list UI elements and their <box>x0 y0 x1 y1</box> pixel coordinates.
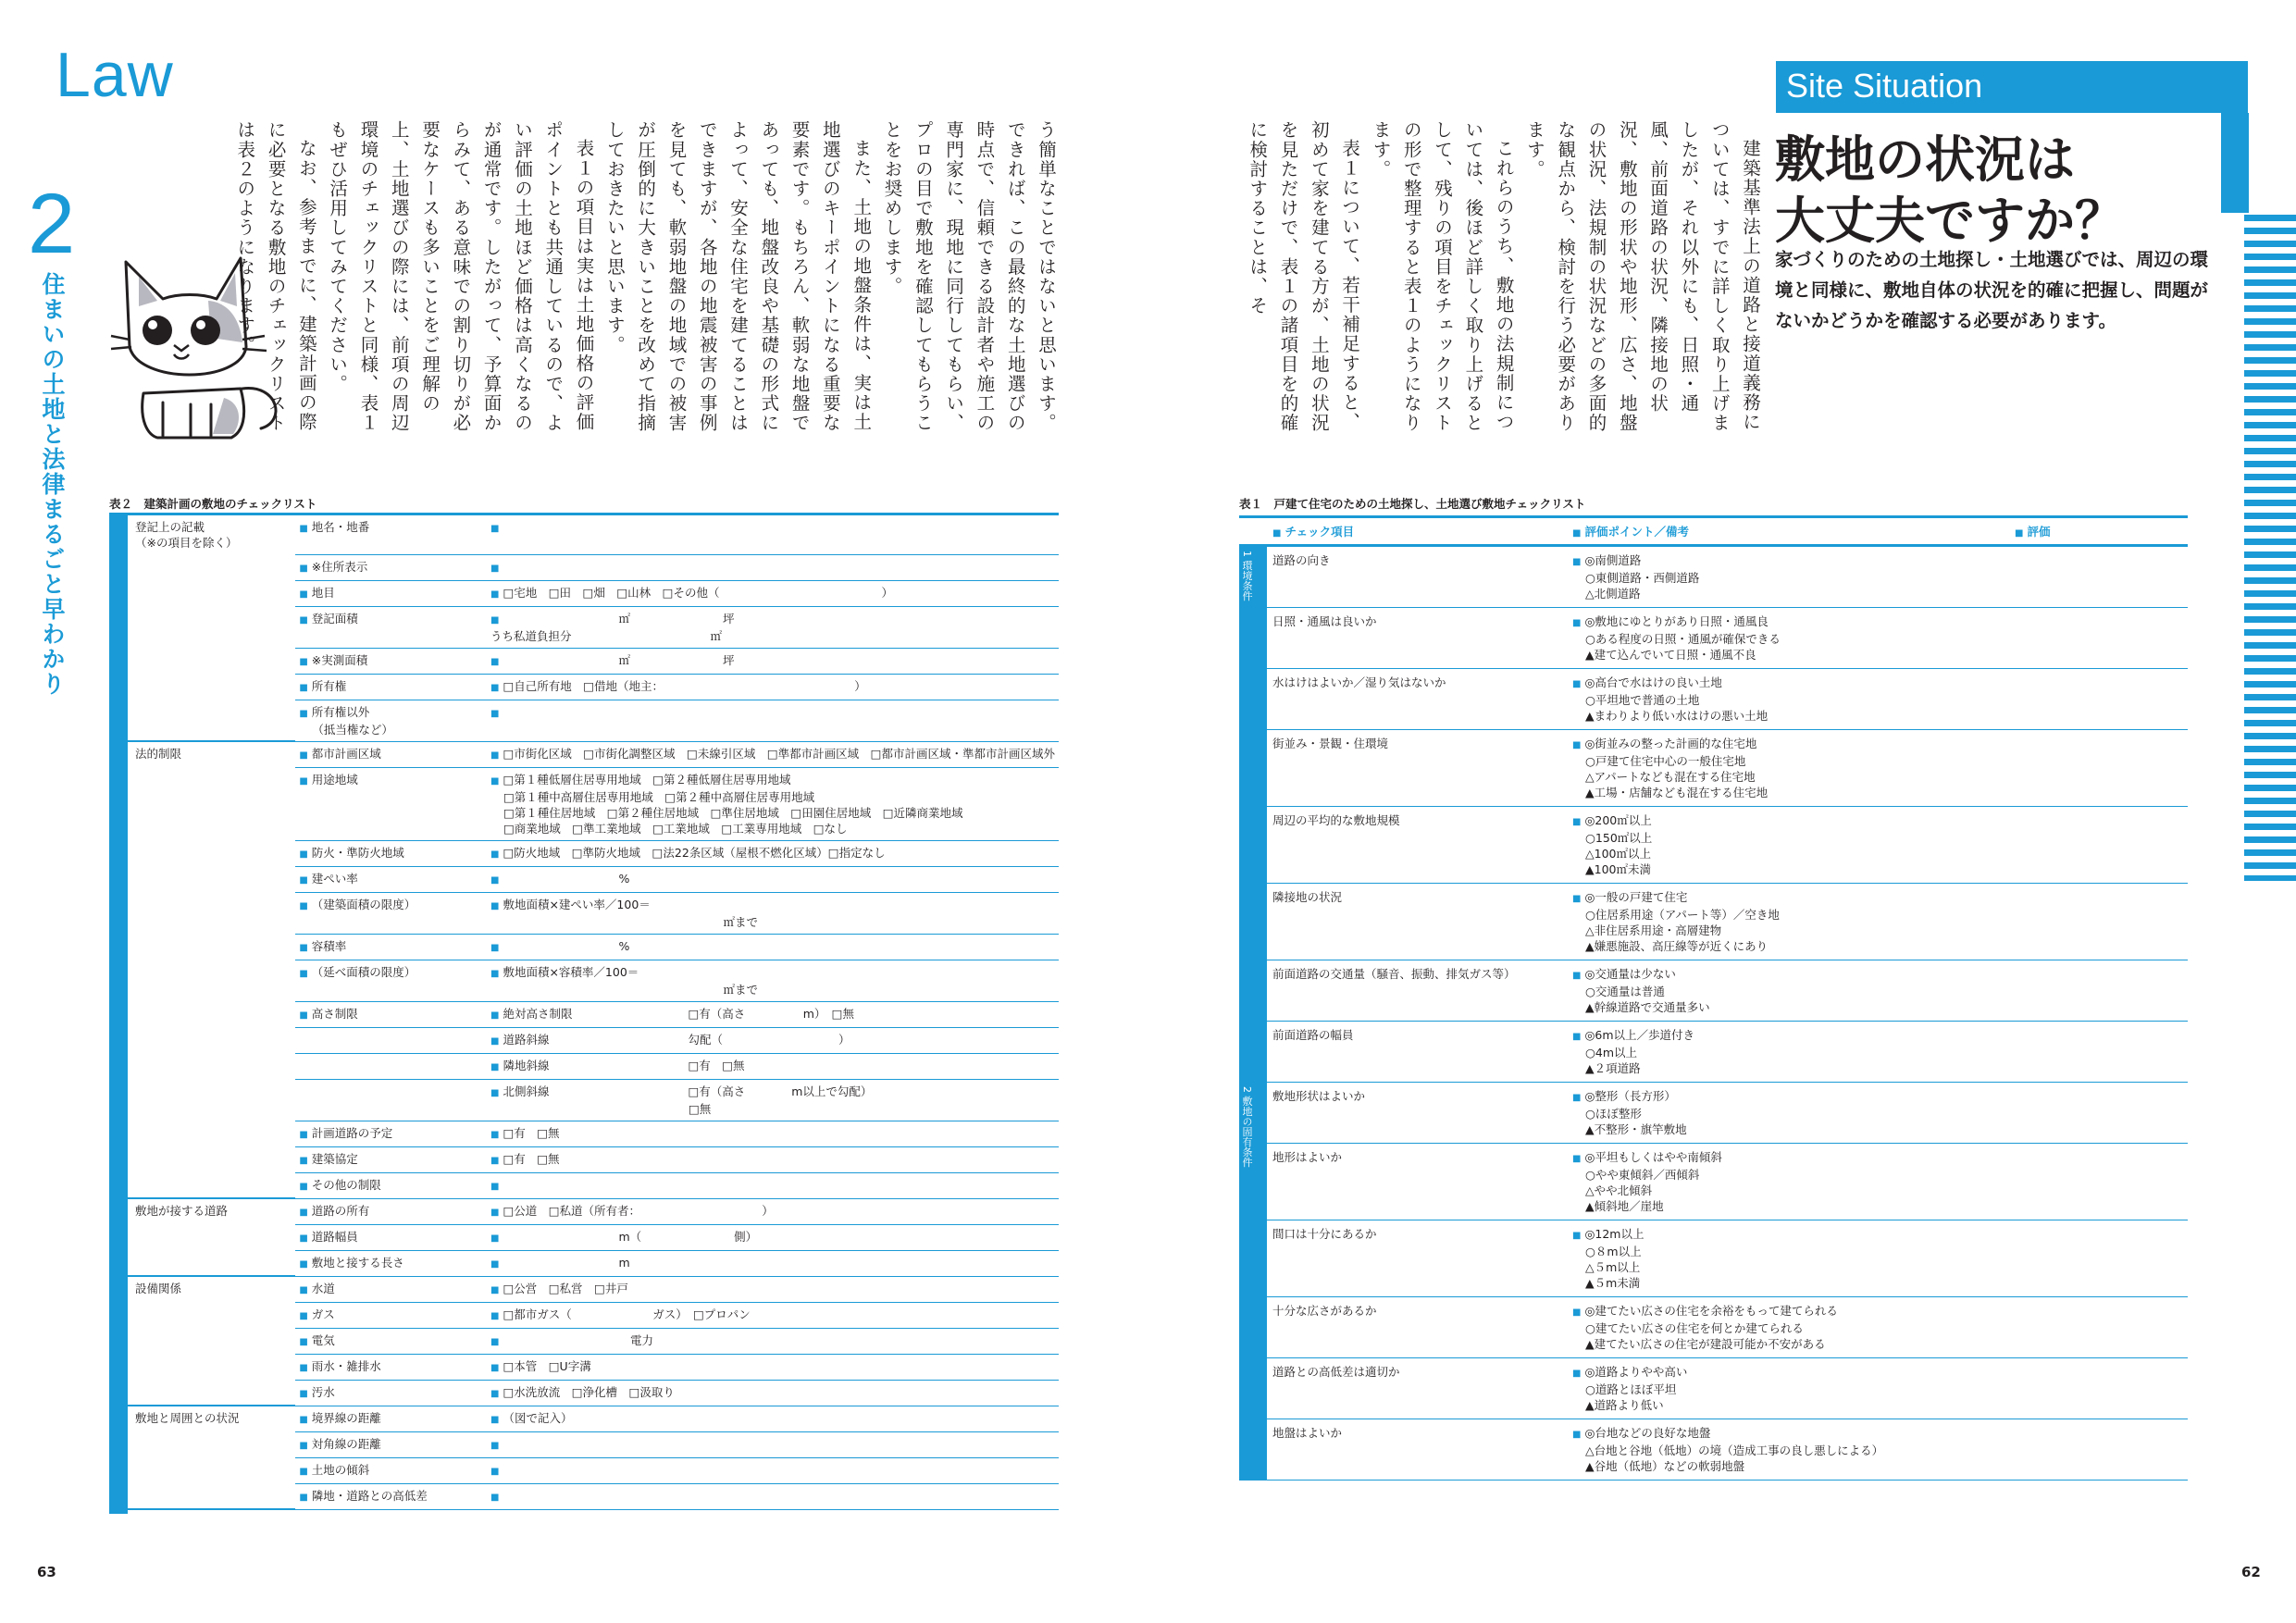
table-row <box>109 1172 1059 1198</box>
category-cell <box>109 840 295 866</box>
table-row <box>1239 1083 2188 1144</box>
category-cell <box>109 674 295 700</box>
label-cell: ■ 高さ制限 <box>295 1001 487 1027</box>
category-cell <box>109 1302 295 1328</box>
table-row <box>109 767 1059 840</box>
value-cell: ■ □防火地域 □準防火地域 □法22条区域（屋根不燃化区域）□指定なし <box>487 840 1059 866</box>
evaluation-points: ■ ◎高台で水はけの良い土地 ○平坦地で普通の土地 ▲まわりより低い水はけの悪い土地 <box>1567 669 2009 730</box>
table-row <box>109 892 1059 934</box>
paragraph: なお、参考までに、建築計画の際に必要となる敷地のチェックリストは表２のようになります。 <box>234 120 317 433</box>
table-row <box>109 1328 1059 1354</box>
table-row <box>109 1406 1059 1431</box>
table-row <box>1239 1220 2188 1297</box>
value-cell: ■ □有 □無 <box>487 1146 1059 1172</box>
table-row <box>109 1431 1059 1457</box>
label-cell: ■ 建築協定 <box>295 1146 487 1172</box>
category-cell <box>109 1354 295 1380</box>
chapter-title: 住まいの土地と法律まるごと早わかり <box>39 272 66 697</box>
headline-line1: 敷地の状況は <box>1775 130 2075 189</box>
evaluation-cell[interactable] <box>2009 546 2188 608</box>
label-cell: ■ 土地の傾斜 <box>295 1457 487 1483</box>
category-cell <box>109 580 295 606</box>
table-row <box>1239 608 2188 669</box>
table-row <box>109 648 1059 674</box>
evaluation-points: ■ ◎南側道路 ○東側道路・西側道路 △北側道路 <box>1567 546 2009 608</box>
label-cell: ■ 汚水 <box>295 1380 487 1406</box>
label-cell: ■ 都市計画区域 <box>295 741 487 767</box>
lead-text: 家づくりのための土地探し・土地選びでは、周辺の環境と同様に、敷地自体の状況を的確に把握し、問題がないかどうかを確認する必要があります。 <box>1775 249 2209 331</box>
label-cell: ■ 電気 <box>295 1328 487 1354</box>
table-row <box>109 1053 1059 1079</box>
table-row <box>1239 730 2188 807</box>
table-row <box>109 700 1059 741</box>
check-item: 隣接地の状況 <box>1267 884 1567 960</box>
value-cell: ■ □公道 □私道（所有者： ） <box>487 1198 1059 1224</box>
section-label: 2 敷地の固有条件 <box>1239 1083 1267 1481</box>
table-row <box>109 1224 1059 1250</box>
label-cell: ■ 防火・準防火地域 <box>295 840 487 866</box>
table-row <box>109 840 1059 866</box>
label-cell: ■ 境界線の距離 <box>295 1406 487 1431</box>
evaluation-points: ■ ◎道路よりやや高い ○道路とほぼ平坦 ▲道路より低い <box>1567 1358 2009 1419</box>
table-row <box>109 606 1059 648</box>
label-cell: ■ 建ぺい率 <box>295 866 487 892</box>
check-item: 地形はよいか <box>1267 1144 1567 1220</box>
table-row <box>1239 1144 2188 1220</box>
category-cell <box>109 892 295 934</box>
value-cell: ■ 道路斜線 勾配（ ） <box>487 1027 1059 1053</box>
section-label-law: Law <box>56 40 174 110</box>
site-situation-label: Site Situation <box>1786 67 1983 105</box>
table-row <box>109 1198 1059 1224</box>
value-cell: ■ （図で記入） <box>487 1406 1059 1431</box>
table-row <box>109 1483 1059 1509</box>
check-item: 十分な広さがあるか <box>1267 1297 1567 1358</box>
evaluation-cell[interactable] <box>2009 1220 2188 1297</box>
category-cell <box>109 1053 295 1079</box>
side-header <box>1239 517 1267 546</box>
evaluation-points: ■ ◎台地などの良好な地盤 △台地と谷地（低地）の境（造成工事の良し悪しによる） ▲谷地（低地）などの軟弱地盤 <box>1567 1419 2009 1481</box>
category-cell <box>109 1146 295 1172</box>
table-row <box>109 1146 1059 1172</box>
category-cell <box>109 960 295 1001</box>
headline <box>1775 130 2125 252</box>
table-row <box>109 514 1059 555</box>
deco-stripes <box>2244 215 2296 881</box>
evaluation-points: ■ ◎敷地にゆとりがあり日照・通風良 ○ある程度の日照・通風が確保できる ▲建て込んでいて日照・通風不良 <box>1567 608 2009 669</box>
value-cell: ■ <box>487 1483 1059 1509</box>
label-cell: ■ （建築面積の限度） <box>295 892 487 934</box>
value-cell: ■ <box>487 1457 1059 1483</box>
table-row <box>1239 1419 2188 1481</box>
check-item: 地盤はよいか <box>1267 1419 1567 1481</box>
table-row <box>109 1027 1059 1053</box>
check-item: 道路との高低差は適切か <box>1267 1358 1567 1419</box>
evaluation-points: ■ ◎交通量は少ない ○交通量は普通 ▲幹線道路で交通量多い <box>1567 960 2009 1022</box>
evaluation-cell[interactable] <box>2009 730 2188 807</box>
value-cell: ■ ㎡ 坪 うち私道負担分 ㎡ <box>487 606 1059 648</box>
table-row <box>1239 884 2188 960</box>
category-cell: 法的制限 <box>135 747 182 761</box>
paragraph: これらのうち、敷地の法規制については、後ほど詳しく取り上げるとして、残りの項目をチェックリストの形で整理すると表１のようになります。 <box>1370 120 1515 433</box>
evaluation-cell[interactable] <box>2009 1022 2188 1083</box>
value-cell: ■ □都市ガス（ ガス） □プロパン <box>487 1302 1059 1328</box>
value-cell: ■ % <box>487 866 1059 892</box>
paragraph: う簡単なことではないと思います。できれば、この最終的な土地選びの時点で、信頼できる設計者や施工の専門家に、現地に同行してもらい、プロの目で敷地を確認してもらうことをお奨めします。 <box>881 120 1057 433</box>
deco-block <box>2221 113 2249 213</box>
value-cell: ■ 敷地面積×容積率／100＝ ㎡まで <box>487 960 1059 1001</box>
value-cell: ■ <box>487 700 1059 741</box>
evaluation-cell[interactable] <box>2009 669 2188 730</box>
label-cell: ■ 地名・地番 <box>295 514 487 555</box>
evaluation-cell[interactable] <box>2009 807 2188 884</box>
category-cell <box>109 1001 295 1027</box>
table-row <box>1239 807 2188 884</box>
value-cell: ■ □公営 □私営 □井戸 <box>487 1276 1059 1302</box>
category-cell <box>109 1250 295 1276</box>
section-label: 1 環境条件 <box>1239 546 1267 1083</box>
evaluation-cell[interactable] <box>2009 1358 2188 1419</box>
value-cell: ■ <box>487 554 1059 580</box>
evaluation-points: ■ ◎整形（長方形） ○ほぼ整形 ▲不整形・旗竿敷地 <box>1567 1083 2009 1144</box>
site-checklist-table <box>109 513 1059 1510</box>
check-item: 道路の向き <box>1267 546 1567 608</box>
value-cell: ■ □有 □無 <box>487 1121 1059 1146</box>
evaluation-cell[interactable] <box>2009 1144 2188 1220</box>
table-row <box>109 866 1059 892</box>
check-item: 前面道路の幅員 <box>1267 1022 1567 1083</box>
evaluation-cell[interactable] <box>2009 1083 2188 1144</box>
category-cell <box>109 648 295 674</box>
label-cell: ■ その他の制限 <box>295 1172 487 1198</box>
table-row <box>109 1457 1059 1483</box>
evaluation-cell[interactable] <box>2009 960 2188 1022</box>
table-row <box>1239 1297 2188 1358</box>
label-cell <box>295 1079 487 1121</box>
category-cell <box>109 700 295 741</box>
label-cell: ■ ガス <box>295 1302 487 1328</box>
label-cell: ■ （延べ面積の限度） <box>295 960 487 1001</box>
value-cell: ■ <box>487 1172 1059 1198</box>
table-row <box>109 934 1059 960</box>
value-cell: ■ % <box>487 934 1059 960</box>
value-cell: ■ 北側斜線 □有（高さ m以上で勾配） □無 <box>487 1079 1059 1121</box>
category-cell <box>109 1380 295 1406</box>
paragraph: また、土地の地盤条件は、実は土地選びのキーポイントになる重要な要素です。もちろん、軟弱な地盤であっても、地盤改良や基礎の形式によって、安全な住宅を建てることはできますが、各地の地震被害の事例を見ても、軟弱地盤の地域での被害が圧倒的に大きいことを改めて指摘しておきたいと思います。 <box>603 120 873 433</box>
body-text-right <box>1234 120 1766 440</box>
category-cell: 敷地と周囲との状況 <box>135 1411 240 1425</box>
label-cell <box>295 1027 487 1053</box>
value-cell: ■ 絶対高さ制限 □有（高さ m） □無 <box>487 1001 1059 1027</box>
table-row <box>1239 1358 2188 1419</box>
category-cell: 敷地が接する道路 <box>135 1204 229 1218</box>
category-cell <box>109 1172 295 1198</box>
evaluation-points: ■ ◎6m以上／歩道付き ○4m以上 ▲２項道路 <box>1567 1022 2009 1083</box>
label-cell: ■ 敷地と接する長さ <box>295 1250 487 1276</box>
table-row <box>109 554 1059 580</box>
label-cell: ■ 登記面積 <box>295 606 487 648</box>
table-row <box>109 1354 1059 1380</box>
table-row <box>109 960 1059 1001</box>
table-row <box>1239 669 2188 730</box>
value-cell: ■ <box>487 514 1059 555</box>
label-cell: ■ ※住所表示 <box>295 554 487 580</box>
table-row <box>1239 960 2188 1022</box>
value-cell: ■ ㎡ 坪 <box>487 648 1059 674</box>
evaluation-points: ■ ◎建てたい広さの住宅を余裕をもって建てられる ○建てたい広さの住宅を何とか建てられる ▲建てたい広さの住宅が建設可能か不安がある <box>1567 1297 2009 1358</box>
table-row <box>1239 1022 2188 1083</box>
value-cell: ■ m（ 側） <box>487 1224 1059 1250</box>
value-cell: ■ □自己所有地 □借地（地主： ） <box>487 674 1059 700</box>
table-row <box>109 1250 1059 1276</box>
category-cell <box>109 1431 295 1457</box>
evaluation-points: ■ ◎200㎡以上 ○150㎡以上 △100㎡以上 ▲100㎡未満 <box>1567 807 2009 884</box>
label-cell: ■ 雨水・雑排水 <box>295 1354 487 1380</box>
category-cell <box>109 1224 295 1250</box>
category-cell <box>109 1121 295 1146</box>
table-row <box>109 674 1059 700</box>
column-header: ■ チェック項目 <box>1267 517 1567 546</box>
label-cell: ■ 隣地・道路との高低差 <box>295 1483 487 1509</box>
category-cell <box>109 1079 295 1121</box>
page-number-right: 62 <box>2241 1564 2261 1580</box>
check-item: 間口は十分にあるか <box>1267 1220 1567 1297</box>
label-cell: ■ 計画道路の予定 <box>295 1121 487 1146</box>
category-cell <box>109 1483 295 1509</box>
table-row <box>109 1001 1059 1027</box>
check-item: 水はけはよいか／湿り気はないか <box>1267 669 1567 730</box>
category-cell <box>109 866 295 892</box>
label-cell: ■ 所有権以外 （抵当権など） <box>295 700 487 741</box>
value-cell: ■ <box>487 1431 1059 1457</box>
evaluation-points: ■ ◎12m以上 ○８m以上 △５m以上 ▲５m未満 <box>1567 1220 2009 1297</box>
table-row <box>109 580 1059 606</box>
table-row <box>109 1276 1059 1302</box>
label-cell: ■ 地目 <box>295 580 487 606</box>
label-cell: ■ ※実測面積 <box>295 648 487 674</box>
check-item: 敷地形状はよいか <box>1267 1083 1567 1144</box>
category-cell <box>109 1027 295 1053</box>
value-cell: ■ □第１種低層住居専用地域 □第２種低層住居専用地域 □第１種中高層住居専用地域 □第２種中高層住居専用地域 □第１種住居地域 □第２種住居地域 □準住居地域 □田園住居地域 □近隣商業地域 □商業地域 □準工業地域 □工業地域 □工業専用地域 □なし <box>487 767 1059 840</box>
evaluation-points: ■ ◎街並みの整った計画的な住宅地 ○戸建て住宅中心の一般住宅地 △アパートなども混在する住宅地 ▲工場・店舗なども混在する住宅地 <box>1567 730 2009 807</box>
category-cell <box>109 1457 295 1483</box>
check-item: 街並み・景観・住環境 <box>1267 730 1567 807</box>
table-row <box>109 1302 1059 1328</box>
category-cell <box>109 934 295 960</box>
category-cell <box>109 767 295 840</box>
evaluation-points: ■ ◎平坦もしくはやや南傾斜 ○やや東傾斜／西傾斜 △やや北傾斜 ▲傾斜地／崖地 <box>1567 1144 2009 1220</box>
label-cell: ■ 用途地域 <box>295 767 487 840</box>
category-cell: 設備関係 <box>135 1282 182 1295</box>
evaluation-cell[interactable] <box>2009 1419 2188 1481</box>
body-text-left <box>234 120 1061 440</box>
land-checklist-table <box>1239 515 2188 1481</box>
label-cell <box>295 1053 487 1079</box>
page-number-left: 63 <box>37 1564 56 1580</box>
label-cell: ■ 道路幅員 <box>295 1224 487 1250</box>
value-cell: ■ m <box>487 1250 1059 1276</box>
label-cell: ■ 容積率 <box>295 934 487 960</box>
table-row <box>109 1079 1059 1121</box>
table-row <box>109 741 1059 767</box>
value-cell: ■ 電力 <box>487 1328 1059 1354</box>
label-cell: ■ 所有権 <box>295 674 487 700</box>
column-header: ■ 評価 <box>2009 517 2188 546</box>
check-item: 前面道路の交通量（騒音、振動、排気ガス等） <box>1267 960 1567 1022</box>
paragraph: 表１の項目は実は土地価格の評価ポイントとも共通しているので、よい評価の土地ほど価格は高くなるのが通常です。したがって、予算面からみて、ある意味での割り切りが必要なケースも多いことをご理解の上、土地選びの際には、前項の周辺環境のチェックリストと同様、表１もぜひ活用してみてください。 <box>327 120 595 433</box>
category-cell: 登記上の記載 （※の項目を除く） <box>135 520 238 550</box>
value-cell: ■ 隣地斜線 □有 □無 <box>487 1053 1059 1079</box>
category-cell <box>109 1328 295 1354</box>
value-cell: ■ □市街化区域 □市街化調整区域 □未線引区域 □準都市計画区域 □都市計画区域・準都市計画区域外 <box>487 741 1059 767</box>
table2-caption: 表２ 建築計画の敷地のチェックリスト <box>109 497 317 511</box>
label-cell: ■ 対角線の距離 <box>295 1431 487 1457</box>
column-header: ■ 評価ポイント／備考 <box>1567 517 2009 546</box>
table-row <box>1239 546 2188 608</box>
evaluation-cell[interactable] <box>2009 884 2188 960</box>
check-item: 日照・通風は良いか <box>1267 608 1567 669</box>
value-cell: ■ □水洗放流 □浄化槽 □汲取り <box>487 1380 1059 1406</box>
paragraph: 建築基準法上の道路と接道義務については、すでに詳しく取り上げましたが、それ以外にも、日照・通風、前面道路の状況、隣接地の状況、敷地の形状や地形、広さ、地盤の状況、法規制の状況などの多面的な観点から、検討を行う必要があります。 <box>1523 120 1761 433</box>
value-cell: ■ 敷地面積×建ぺい率／100＝ ㎡まで <box>487 892 1059 934</box>
value-cell: ■ □本管 □U字溝 <box>487 1354 1059 1380</box>
value-cell: ■ □宅地 □田 □畑 □山林 □その他（ ） <box>487 580 1059 606</box>
table-row <box>109 1121 1059 1146</box>
label-cell: ■ 水道 <box>295 1276 487 1302</box>
label-cell: ■ 道路の所有 <box>295 1198 487 1224</box>
table1-caption: 表１ 戸建て住宅のための土地探し、土地選び敷地チェックリスト <box>1239 497 1586 511</box>
check-item: 周辺の平均的な敷地規模 <box>1267 807 1567 884</box>
chapter-number: 2 <box>28 177 76 271</box>
category-cell <box>109 606 295 648</box>
table-row <box>109 1380 1059 1406</box>
evaluation-points: ■ ◎一般の戸建て住宅 ○住居系用途（アパート等）／空き地 △非住居系用途・高層建物 ▲嫌悪施設、高圧線等が近くにあり <box>1567 884 2009 960</box>
headline-line2: 大丈夫ですか？ <box>1775 192 2125 250</box>
paragraph: 表１について、若干補足すると、初めて家を建てる方が、土地の状況を見ただけで、表１の諸項目を的確に検討することは、そ <box>1247 120 1361 433</box>
evaluation-cell[interactable] <box>2009 1297 2188 1358</box>
evaluation-cell[interactable] <box>2009 608 2188 669</box>
category-cell <box>109 554 295 580</box>
